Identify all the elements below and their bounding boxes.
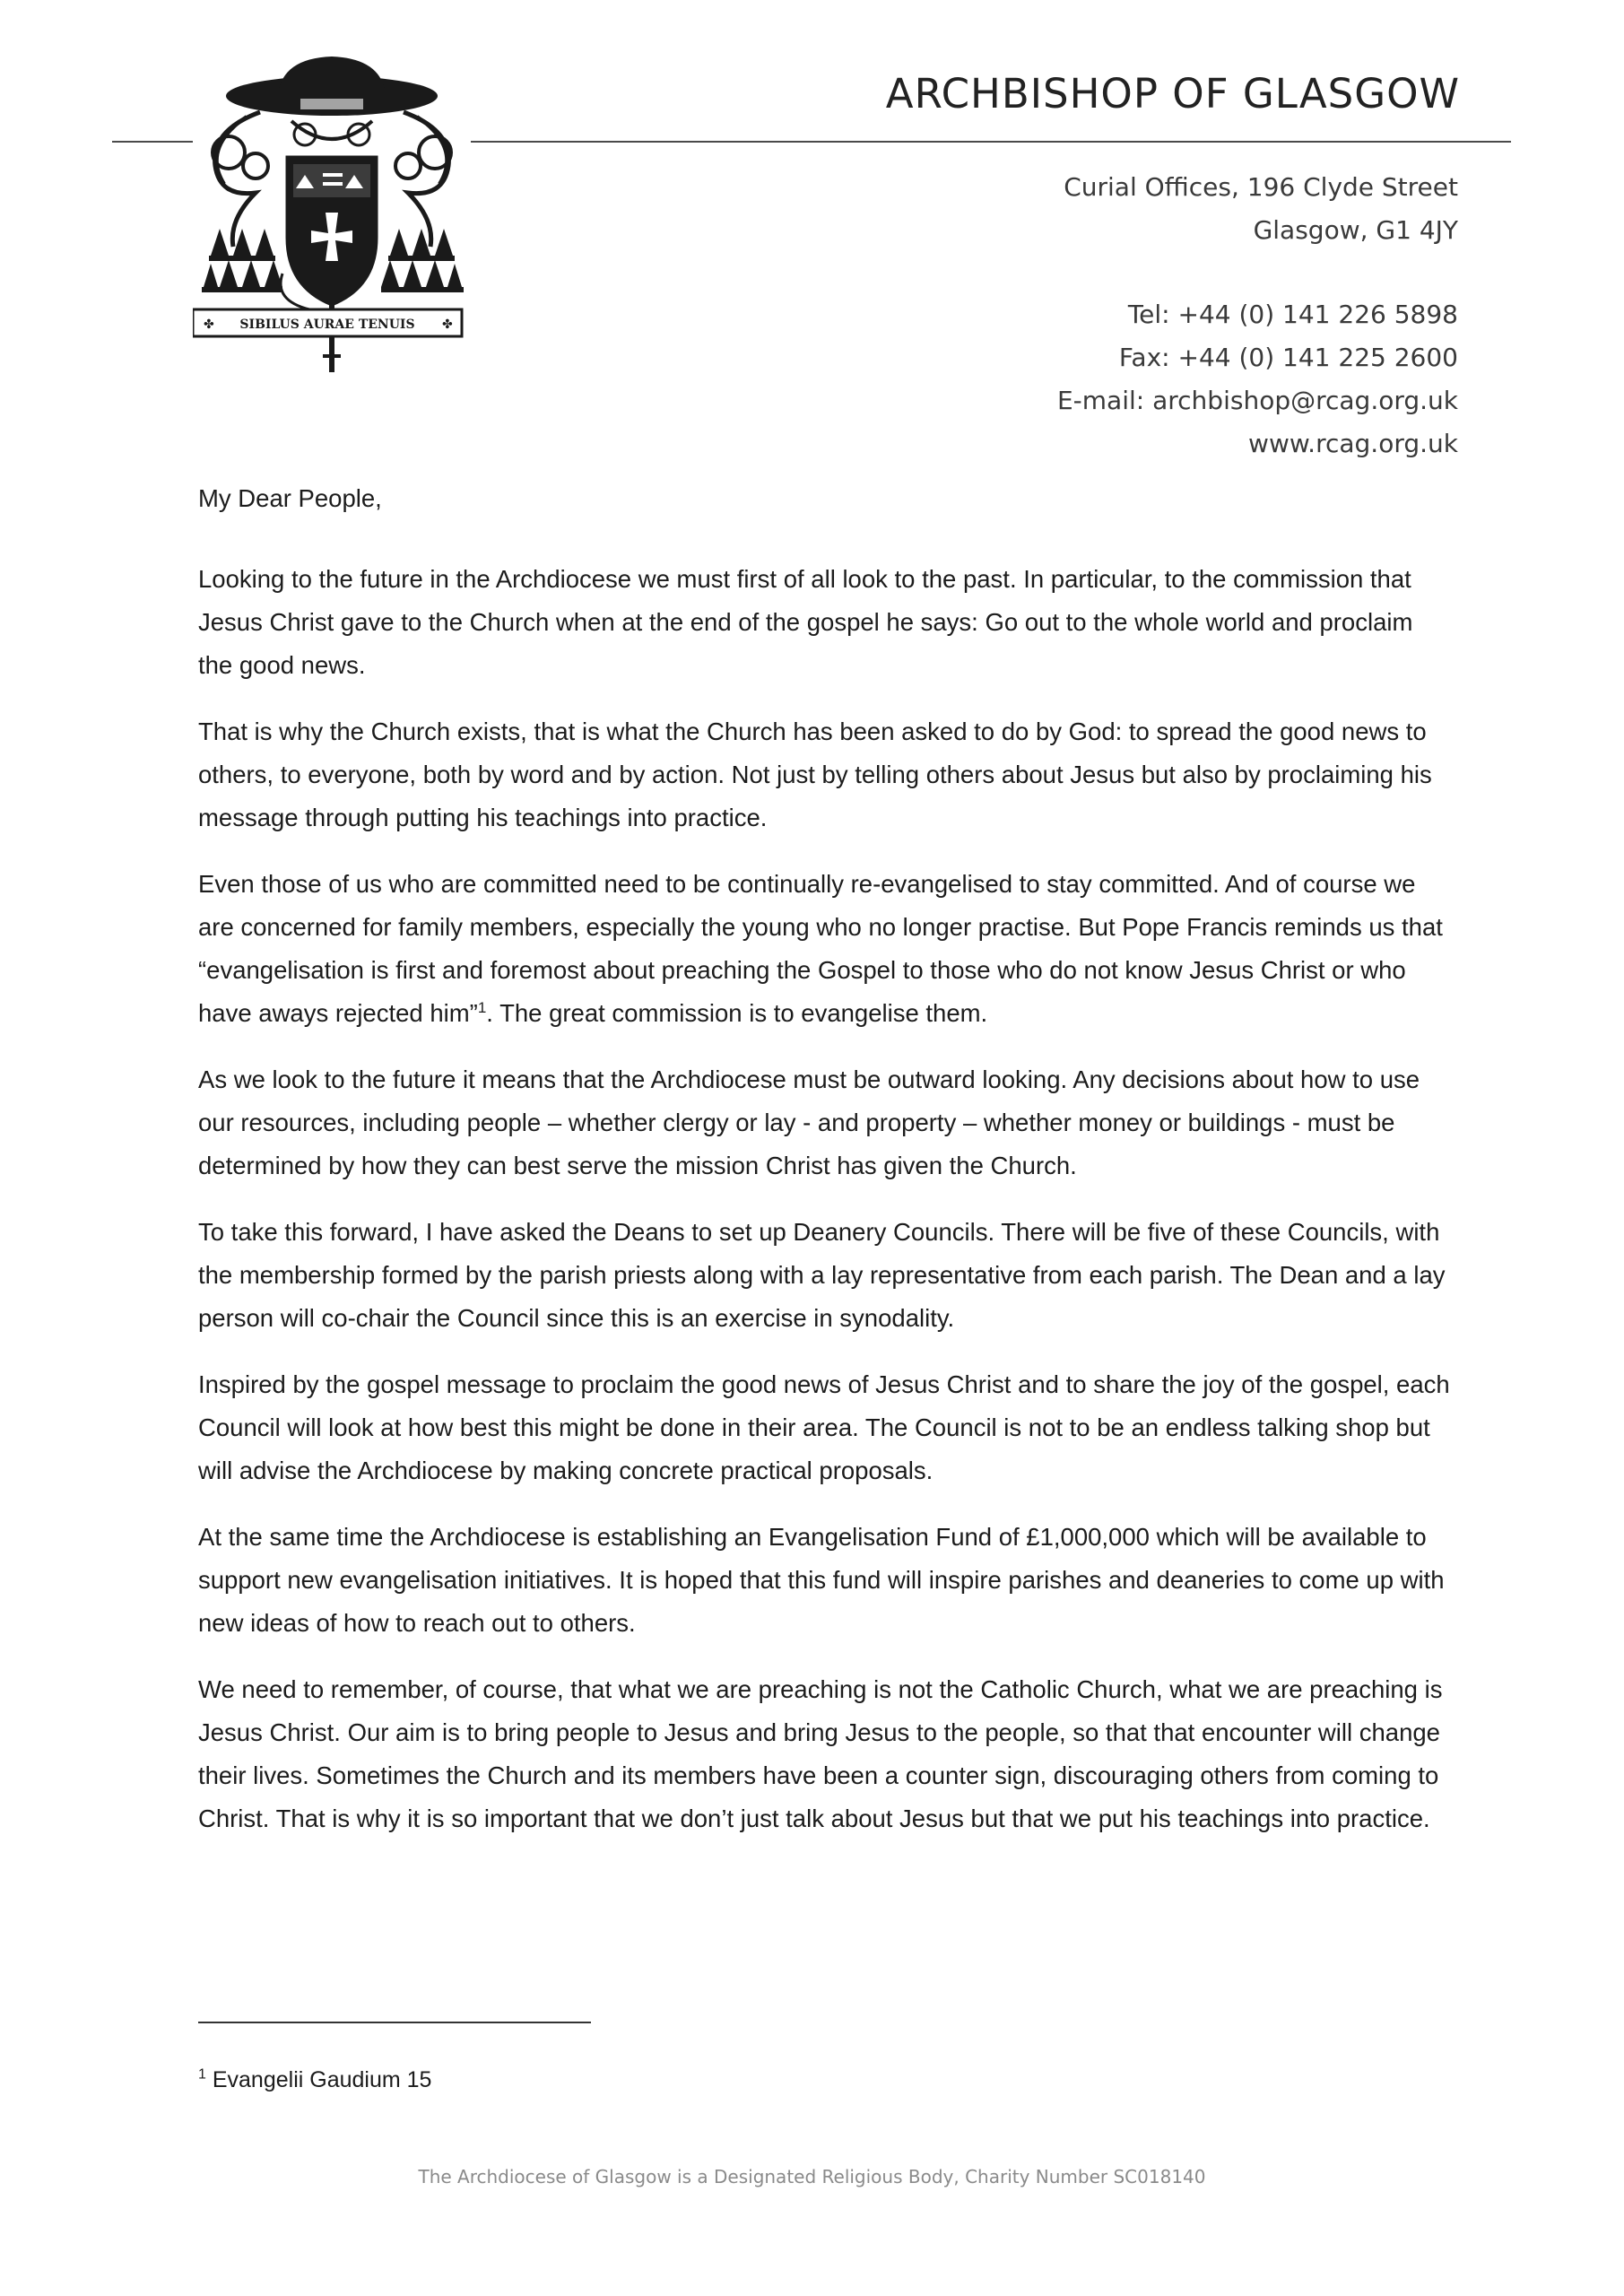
footnote-reference: 1 [477, 998, 487, 1016]
paragraph-4: As we look to the future it means that the Archdiocese must be outward looking. Any decisions about how to use our resources, including people – whether clergy or lay - and property – whether money or buildings - must be determined by how they can best serve the mission Christ has given the Church. [198, 1065, 1420, 1179]
paragraph-1: Looking to the future in the Archdiocese we must first of all look to the past. In particular, to the commission that Jesus Christ gave to the Church when at the end of the gospel he says: Go out to the whole world and proclaim the good news. [198, 565, 1413, 679]
paragraph-6: Inspired by the gospel message to proclaim the good news of Jesus Christ and to share the joy of the gospel, each Council will look at how best this might be done in their area. The Council is not to be an endless talking shop but will advise the Archdiocese by making concrete practical proposals. [198, 1370, 1450, 1484]
letter-body [198, 477, 1454, 1864]
website: www.rcag.org.uk [1248, 429, 1458, 458]
footnote-text: Evangelii Gaudium 15 [205, 2067, 432, 2092]
charity-footer-text: The Archdiocese of Glasgow is a Designated Religious Body, Charity Number SC018140 [418, 2166, 1206, 2187]
footnote-marker: 1 [198, 2066, 206, 2083]
address-line-1: Curial Offices, 196 Clyde Street [1064, 172, 1458, 202]
svg-text:✤: ✤ [442, 317, 453, 332]
paragraph-3-tail: . The great commission is to evangelise them. [486, 999, 988, 1027]
paragraph-3-text: Even those of us who are committed need to be continually re-evangelised to stay committed. And of course we are concerned for family members, especially the young who no longer practise. But Pope Francis reminds us that “evangelisation is first and foremost about preaching the Gospel to those who do not know Jesus Christ or who have aways rejected him” [198, 870, 1443, 1027]
footnote [198, 2067, 431, 2093]
archbishop-crest-icon [193, 49, 471, 381]
address-block [1057, 166, 1458, 465]
salutation: My Dear People, [198, 484, 382, 512]
email: E-mail: archbishop@rcag.org.uk [1056, 386, 1458, 415]
crest-motto-text: SIBILUS AURAE TENUIS [239, 317, 415, 332]
fax: Fax: +44 (0) 141 225 2600 [1118, 343, 1458, 372]
paragraph-8: We need to remember, of course, that what we are preaching is not the Catholic Church, what we are preaching is Jesus Christ. Our aim is to bring people to Jesus and bring Jesus to the people, so that that encounter will change their lives. Sometimes the Church and its members have been a counter sign, discouraging others from coming to Christ. That is why it is so important that we don’t just talk about Jesus but that we put his teachings into practice. [198, 1675, 1443, 1832]
address-line-2: Glasgow, G1 4JY [1253, 215, 1458, 245]
telephone: Tel: +44 (0) 141 226 5898 [1127, 300, 1458, 329]
paragraph-3 [198, 863, 1454, 1035]
paragraph-7: At the same time the Archdiocese is establishing an Evangelisation Fund of £1,000,000 which will be available to support new evangelisation initiatives. It is hoped that this fund will inspire parishes and deaneries to come up with new ideas of how to reach out to others. [198, 1523, 1445, 1637]
letterhead-title: ARCHBISHOP OF GLASGOW [885, 70, 1460, 117]
footnote-rule [198, 2022, 591, 2023]
charity-footer [0, 2166, 1624, 2187]
svg-text:✤: ✤ [204, 317, 214, 332]
paragraph-5: To take this forward, I have asked the Deans to set up Deanery Councils. There will be five of these Councils, with the membership formed by the parish priests along with a lay representative from each parish. The Dean and a lay person will co-chair the Council since this is an exercise in synodality. [198, 1218, 1446, 1332]
paragraph-2: That is why the Church exists, that is what the Church has been asked to do by God: to spread the good news to others, to everyone, both by word and by action. Not just by telling others about Jesus but also by proclaiming his message through putting his teachings into practice. [198, 718, 1432, 831]
